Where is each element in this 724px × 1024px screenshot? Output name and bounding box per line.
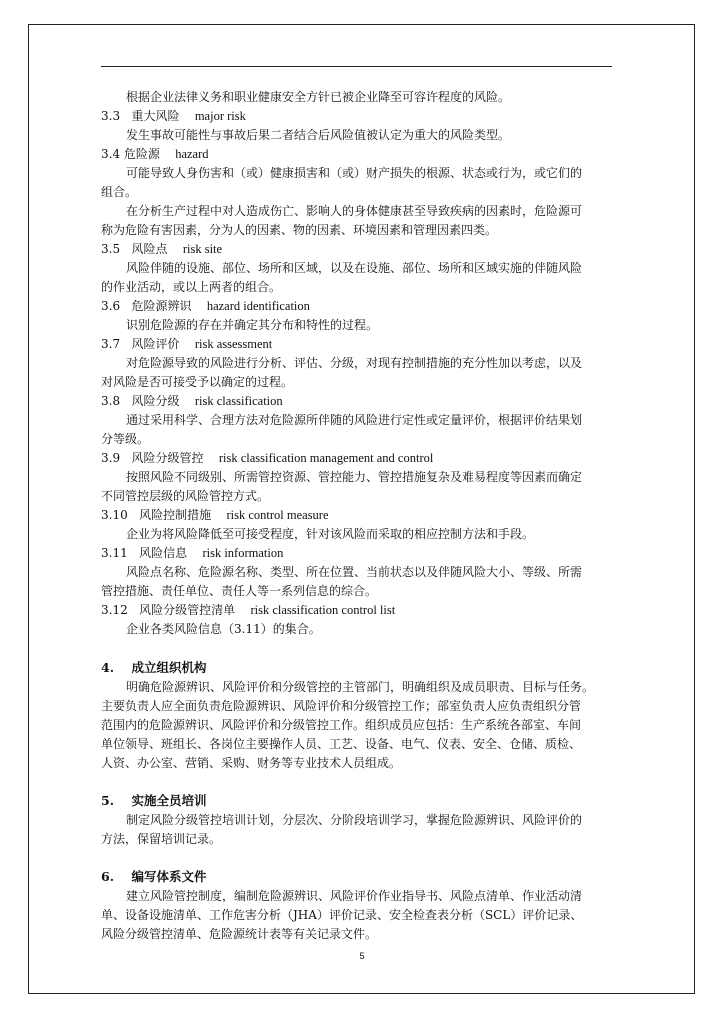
term-number: 3.8: [101, 394, 121, 408]
section-title: 实施全员培训: [131, 793, 207, 808]
definition-text: 在分析生产过程中对人造成伤亡、影响人的身体健康甚至导致疾病的因素时，危险源可: [126, 204, 583, 218]
term-number: 3.6: [101, 299, 121, 313]
section-number: 4.: [101, 660, 115, 675]
term-en: risk classification: [194, 394, 283, 408]
term-en: hazard: [175, 147, 209, 161]
term-en: risk information: [202, 546, 284, 560]
term-zh: 风险点: [131, 242, 168, 256]
term-zh: 风险评价: [131, 337, 180, 351]
definition-text: 组合。: [101, 185, 138, 199]
term-zh: 重大风险: [131, 109, 180, 123]
section-body: 单位领导、班组长、各岗位主要操作人员、工艺、设备、电气、仪表、安全、仓储、质检、: [101, 737, 582, 751]
term-number: 3.12: [101, 603, 128, 617]
term-heading-3-11: [101, 545, 283, 561]
section-heading-4: [101, 660, 207, 676]
section-title: 编写体系文件: [131, 869, 207, 884]
page-number: 5: [359, 951, 365, 961]
term-number: 3.9: [101, 451, 121, 465]
term-heading-3-8: [101, 393, 283, 409]
term-number: 3.7: [101, 337, 121, 351]
term-heading-3-12: [101, 602, 395, 618]
section-body: 人资、办公室、营销、采购、财务等专业技术人员组成。: [101, 756, 402, 770]
definition-text: 根据企业法律义务和职业健康安全方针已被企业降至可容许程度的风险。: [126, 90, 511, 104]
definition-text: 风险点名称、危险源名称、类型、所在位置、当前状态以及伴随风险大小、等级、所需: [126, 565, 583, 579]
term-en: risk classification management and control: [218, 451, 434, 465]
term-en: hazard identification: [206, 299, 310, 313]
term-number: 3.5: [101, 242, 121, 256]
term-heading-3-4: [101, 146, 209, 162]
term-heading-3-10: [101, 507, 329, 523]
term-zh: 风险控制措施: [139, 508, 212, 522]
term-zh: 风险分级管控: [131, 451, 204, 465]
definition-text: 的作业活动，或以上两者的组合。: [101, 280, 282, 294]
term-number: 3.3: [101, 109, 121, 123]
term-en: risk assessment: [194, 337, 273, 351]
definition-text: 可能导致人身伤害和（或）健康损害和（或）财产损失的根源、状态或行为，或它们的: [126, 166, 583, 180]
section-body: 明确危险源辨识、风险评价和分级管控的主管部门，明确组织及成员职责、目标与任务。: [126, 680, 595, 694]
section-body: 制定风险分级管控培训计划，分层次、分阶段培训学习，掌握危险源辨识、风险评价的: [126, 813, 583, 827]
definition-text: 对风险是否可接受予以确定的过程。: [101, 375, 294, 389]
term-heading-3-5: [101, 241, 222, 257]
term-zh: 危险源辨识: [131, 299, 192, 313]
section-body: 范围内的危险源辨识、风险评价和分级管控工作。组织成员应包括：生产系统各部室、车间: [101, 718, 582, 732]
term-en: risk control measure: [226, 508, 329, 522]
definition-text: 风险伴随的设施、部位、场所和区域，以及在设施、部位、场所和区域实施的伴随风险: [126, 261, 583, 275]
term-zh: 危险源: [123, 147, 160, 161]
definition-text: 对危险源导致的风险进行分析、评估、分级，对现有控制措施的充分性加以考虑，以及: [126, 356, 583, 370]
section-title: 成立组织机构: [131, 660, 207, 675]
term-zh: 风险信息: [139, 546, 188, 560]
term-number: 3.10: [101, 508, 128, 522]
section-heading-5: [101, 793, 207, 809]
definition-text: 企业各类风险信息（3.11）的集合。: [126, 622, 321, 636]
term-heading-3-6: [101, 298, 310, 314]
definition-text: 称为危险有害因素，分为人的因素、物的因素、环境因素和管理因素四类。: [101, 223, 498, 237]
term-en: risk site: [182, 242, 223, 256]
section-number: 5.: [101, 793, 115, 808]
term-heading-3-9: [101, 450, 433, 466]
section-heading-6: [101, 869, 207, 885]
term-number: 3.11: [101, 546, 128, 560]
section-body: 主要负责人应全面负责危险源辨识、风险评价和分级管控工作；部室负责人应负责组织分管: [101, 699, 582, 713]
definition-text: 按照风险不同级别、所需管控资源、管控能力、管控措施复杂及难易程度等因素而确定: [126, 470, 583, 484]
term-number: 3.4: [101, 147, 121, 161]
section-body: 方法，保留培训记录。: [101, 832, 222, 846]
section-body: 风险分级管控清单、危险源统计表等有关记录文件。: [101, 927, 378, 941]
definition-text: 企业为将风险降低至可接受程度，针对该风险而采取的相应控制方法和手段。: [126, 527, 535, 541]
definition-text: 通过采用科学、合理方法对危险源所伴随的风险进行定性或定量评价，根据评价结果划: [126, 413, 583, 427]
term-en: risk classification control list: [250, 603, 396, 617]
header-rule: [101, 66, 612, 67]
definition-text: 管控措施、责任单位、责任人等一系列信息的综合。: [101, 584, 378, 598]
term-zh: 风险分级: [131, 394, 180, 408]
definition-text: 发生事故可能性与事故后果二者结合后风险值被认定为重大的风险类型。: [126, 128, 511, 142]
definition-text: 不同管控层级的风险管控方式。: [101, 489, 270, 503]
definition-text: 分等级。: [101, 432, 150, 446]
section-body: 建立风险管控制度，编制危险源辨识、风险评价作业指导书、风险点清单、作业活动清: [126, 889, 583, 903]
term-heading-3-7: [101, 336, 272, 352]
term-en: major risk: [194, 109, 246, 123]
section-body: 单、设备设施清单、工作危害分析（JHA）评价记录、安全检查表分析（SCL）评价记录、: [101, 908, 583, 922]
definition-text: 识别危险源的存在并确定其分布和特性的过程。: [126, 318, 379, 332]
term-heading-3-3: [101, 108, 246, 124]
term-zh: 风险分级管控清单: [139, 603, 236, 617]
section-number: 6.: [101, 869, 115, 884]
